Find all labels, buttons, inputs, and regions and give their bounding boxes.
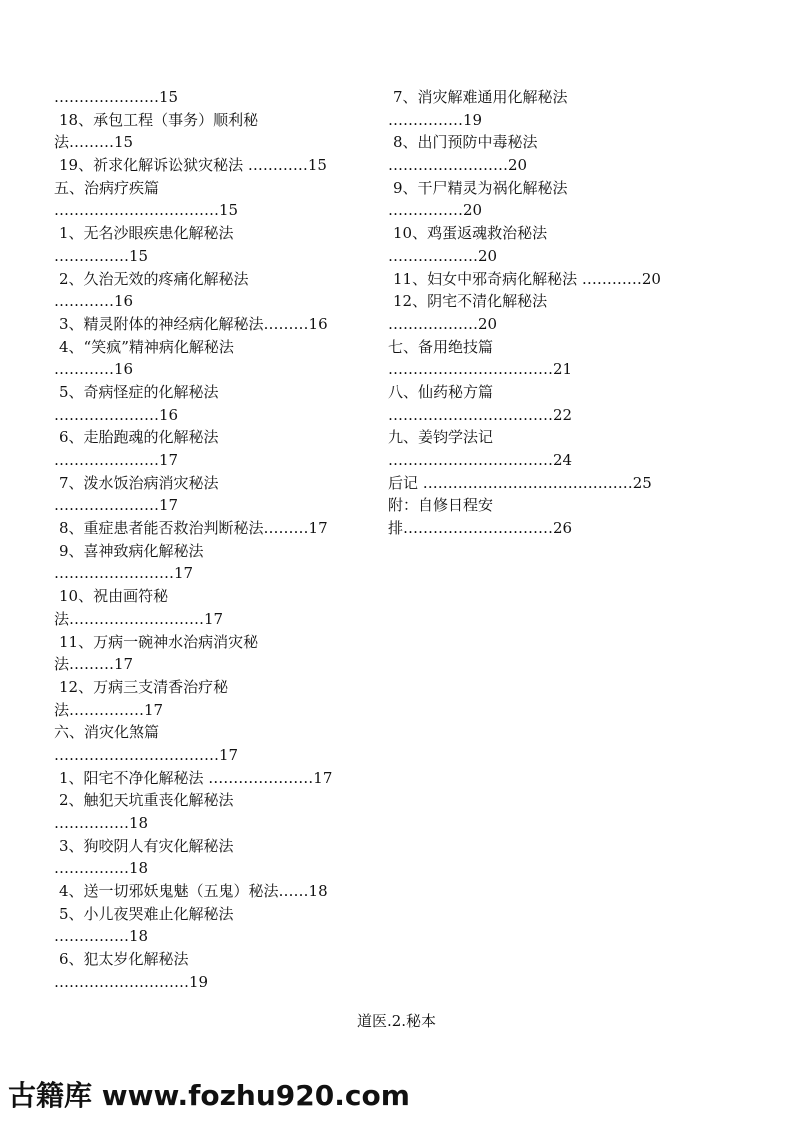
toc-entry: 法………15 (54, 133, 134, 152)
toc-entry: ……………15 (54, 246, 149, 265)
toc-entry: 九、姜钧学法记 (388, 428, 494, 447)
toc-entry: ……………………20 (388, 156, 528, 175)
toc-entry: 法………………………17 (54, 609, 224, 628)
toc-entry: 12、万病三支清香治疗秘 (59, 677, 229, 696)
toc-entry: …………………15 (54, 88, 179, 106)
toc-entry: 6、犯太岁化解秘法 (59, 950, 189, 969)
toc-entry: 法……………17 (54, 700, 164, 719)
toc-entry: 2、触犯天坑重丧化解秘法 (59, 791, 234, 810)
toc-entry: 5、小儿夜哭难止化解秘法 (59, 904, 234, 923)
toc-entry: ………………………19 (54, 972, 209, 991)
toc-entry: 8、出门预防中毒秘法 (393, 133, 538, 152)
toc-entry: …………………17 (54, 496, 179, 515)
toc-entry: 8、重症患者能否救治判断秘法………17 (59, 519, 328, 538)
toc-entry: 11、万病一碗神水治病消灾秘 (59, 632, 259, 651)
toc-entry: 法………17 (54, 655, 134, 674)
toc-entry: ……………………………21 (388, 360, 573, 379)
toc-entry: 19、祈求化解诉讼狱灾秘法 …………15 (59, 156, 327, 175)
toc-entry: 9、喜神致病化解秘法 (59, 541, 204, 560)
site-watermark: 古籍库 www.fozhu920.com (8, 1079, 410, 1112)
toc-entry: ……………………………17 (54, 745, 239, 764)
toc-entry: 3、狗咬阴人有灾化解秘法 (59, 836, 234, 855)
toc-entry: 10、鸡蛋返魂救治秘法 (393, 224, 548, 243)
toc-entry: 4、“笑疯”精神病化解秘法 (59, 337, 234, 356)
toc-right-column (388, 86, 688, 540)
toc-entry: 4、送一切邪妖鬼魅（五鬼）秘法……18 (59, 882, 328, 901)
toc-entry: 八、仙药秘方篇 (388, 382, 494, 401)
toc-left-column (54, 86, 384, 994)
toc-entry: 18、承包工程（事务）顺利秘 (59, 110, 259, 129)
toc-entry: 五、治病疗疾篇 (54, 178, 160, 197)
toc-entry: ……………………………22 (388, 405, 573, 424)
toc-entry: …………16 (54, 292, 134, 311)
toc-entry: ……………19 (388, 110, 483, 129)
toc-entry: ……………18 (54, 859, 149, 878)
toc-entry: 1、阳宅不净化解秘法 …………………17 (59, 768, 333, 787)
toc-entry: 3、精灵附体的神经病化解秘法………16 (59, 314, 328, 333)
toc-entry: …………………17 (54, 451, 179, 469)
toc-entry: ……………………………15 (54, 201, 239, 220)
toc-entry: ……………18 (54, 814, 149, 832)
toc-entry: 六、消灾化煞篇 (54, 723, 160, 742)
toc-entry: ………………20 (388, 246, 498, 265)
toc-entry: ………………20 (388, 314, 498, 333)
toc-entry: 附：自修日程安 (388, 496, 494, 515)
toc-entry: …………16 (54, 360, 134, 379)
toc-entry: 11、妇女中邪奇病化解秘法 …………20 (393, 269, 661, 288)
toc-entry: 后记 ……………………………………25 (388, 473, 652, 492)
toc-entry: 10、祝由画符秘 (59, 587, 169, 606)
toc-entry: ……………20 (388, 201, 483, 220)
toc-entry: ……………………17 (54, 564, 194, 583)
toc-entry: 七、备用绝技篇 (388, 337, 494, 356)
toc-entry: 排…………………………26 (388, 519, 573, 538)
toc-entry: 5、奇病怪症的化解秘法 (59, 382, 219, 401)
toc-entry: 12、阴宅不清化解秘法 (393, 292, 548, 311)
toc-entry: 1、无名沙眼疾患化解秘法 (59, 224, 234, 243)
toc-entry: …………………16 (54, 405, 179, 424)
toc-entry: 9、干尸精灵为祸化解秘法 (393, 178, 568, 197)
toc-entry: 7、泼水饭治病消灾秘法 (59, 473, 219, 492)
page-footer: 道医.2.秘本 (356, 1012, 437, 1030)
toc-entry: 2、久治无效的疼痛化解秘法 (59, 269, 249, 288)
toc-entry: 6、走胎跑魂的化解秘法 (59, 428, 219, 447)
toc-entry: ……………18 (54, 927, 149, 946)
toc-entry: 7、消灾解难通用化解秘法 (393, 88, 568, 106)
toc-entry: ……………………………24 (388, 451, 573, 469)
